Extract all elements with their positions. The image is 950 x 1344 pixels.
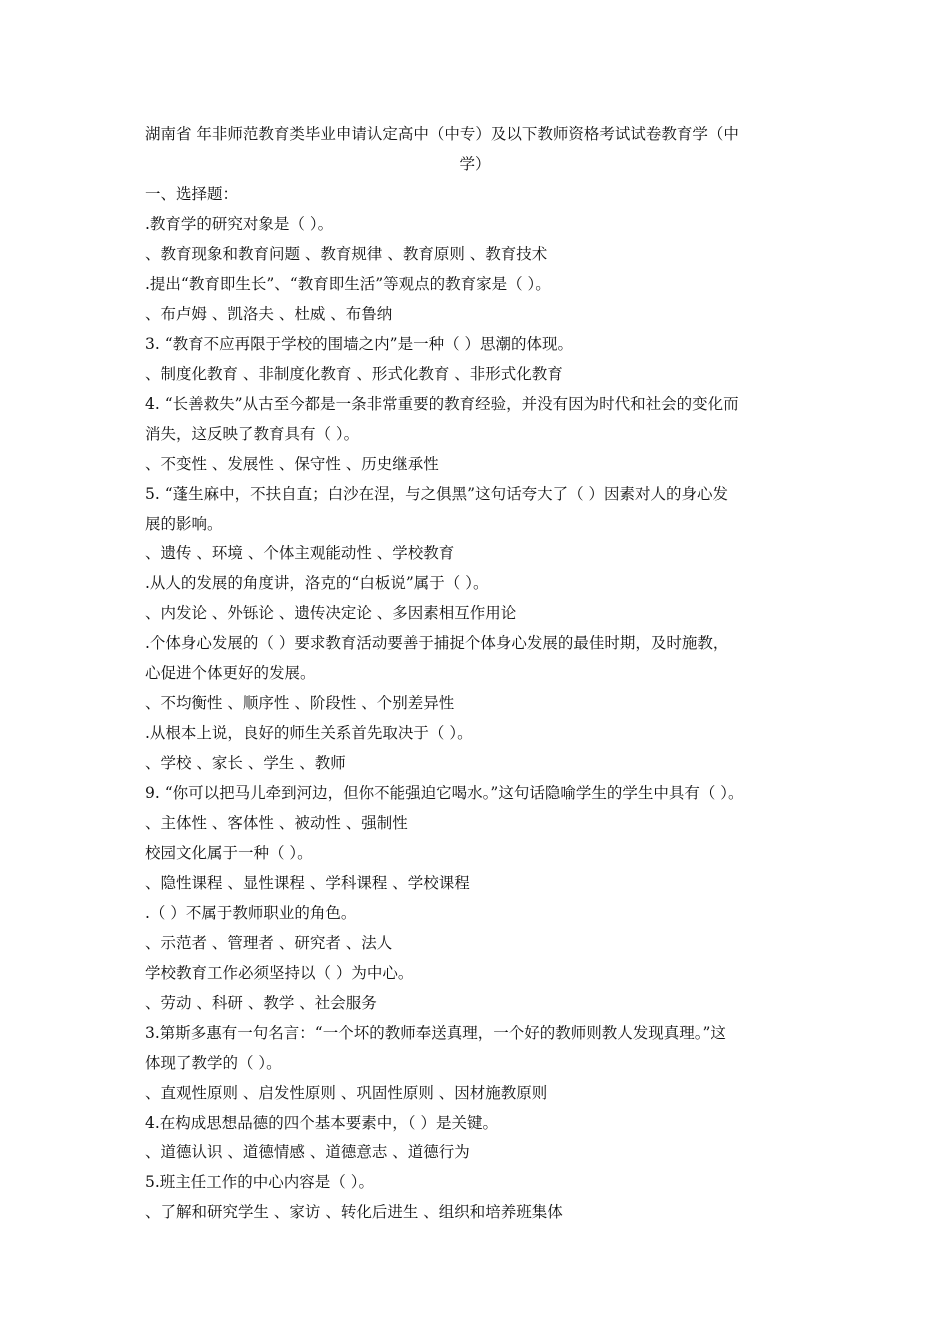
- question-text: 5. “蓬生麻中，不扶自直；白沙在涅，与之俱黑”这句话夸大了（ ）因素对人的身心发: [145, 485, 728, 503]
- answer-options: 、直观性原则 、启发性原则 、巩固性原则 、因材施教原则: [145, 1084, 548, 1102]
- answer-options: 、学校 、家长 、学生 、教师: [145, 754, 346, 772]
- question-text: 9. “你可以把马儿牵到河边，但你不能强迫它喝水。”这句话隐喻学生的学生中具有（ ）。: [145, 784, 744, 802]
- question-text: .个体身心发展的（ ）要求教育活动要善于捕捉个体身心发展的最佳时期，及时施教，: [145, 634, 729, 652]
- question-text: 消失，这反映了教育具有（ ）。: [145, 425, 360, 443]
- question-text: 3. “教育不应再限于学校的围墙之内”是一种（ ）思潮的体现。: [145, 335, 573, 353]
- question-text: .（ ）不属于教师职业的角色。: [145, 904, 357, 922]
- answer-options: 、隐性课程 、显性课程 、学科课程 、学校课程: [145, 874, 470, 892]
- answer-options: 、教育现象和教育问题 、教育规律 、教育原则 、教育技术: [145, 245, 548, 263]
- document-title: 湖南省 年非师范教育类毕业申请认定高中（中专）及以下教师资格考试试卷教育学（中: [145, 125, 739, 143]
- answer-options: 、遗传 、环境 、个体主观能动性 、学校教育: [145, 544, 455, 562]
- question-text: .从人的发展的角度讲，洛克的“白板说”属于（ ）。: [145, 574, 489, 592]
- question-text: 体现了教学的（ ）。: [145, 1054, 282, 1072]
- question-text: 5.班主任工作的中心内容是（ ）。: [145, 1173, 374, 1191]
- question-text: 学校教育工作必须坚持以（ ）为中心。: [145, 964, 414, 982]
- question-text: 4.在构成思想品德的四个基本要素中，（ ）是关键。: [145, 1114, 498, 1132]
- question-text: .教育学的研究对象是（ ）。: [145, 215, 334, 233]
- question-text: 心促进个体更好的发展。: [145, 664, 316, 682]
- question-text: 3.第斯多惠有一句名言：“一个坏的教师奉送真理，一个好的教师则教人发现真理。”这: [145, 1024, 726, 1042]
- question-text: 校园文化属于一种（ ）。: [145, 844, 313, 862]
- answer-options: 、不均衡性 、顺序性 、阶段性 、个别差异性: [145, 694, 455, 712]
- question-text: .提出“教育即生长”、“教育即生活”等观点的教育家是（ ）。: [145, 275, 551, 293]
- question-text: 展的影响。: [145, 515, 223, 533]
- answer-options: 、制度化教育 、非制度化教育 、形式化教育 、非形式化教育: [145, 365, 563, 383]
- answer-options: 、示范者 、管理者 、研究者 、法人: [145, 934, 393, 952]
- answer-options: 、劳动 、科研 、教学 、社会服务: [145, 994, 377, 1012]
- answer-options: 、内发论 、外铄论 、遗传决定论 、多因素相互作用论: [145, 604, 517, 622]
- question-text: 4. “长善救失”从古至今都是一条非常重要的教育经验，并没有因为时代和社会的变化而: [145, 395, 739, 413]
- document-title-continued: 学）: [459, 155, 491, 173]
- answer-options: 、主体性 、客体性 、被动性 、强制性: [145, 814, 408, 832]
- question-text: .从根本上说，良好的师生关系首先取决于（ ）。: [145, 724, 473, 742]
- answer-options: 、了解和研究学生 、家访 、转化后进生 、组织和培养班集体: [145, 1203, 563, 1221]
- section-heading: 一、选择题：: [145, 185, 239, 203]
- answer-options: 、布卢姆 、凯洛夫 、杜威 、布鲁纳: [145, 305, 393, 323]
- answer-options: 、不变性 、发展性 、保守性 、历史继承性: [145, 455, 439, 473]
- answer-options: 、道德认识 、道德情感 、道德意志 、道德行为: [145, 1143, 470, 1161]
